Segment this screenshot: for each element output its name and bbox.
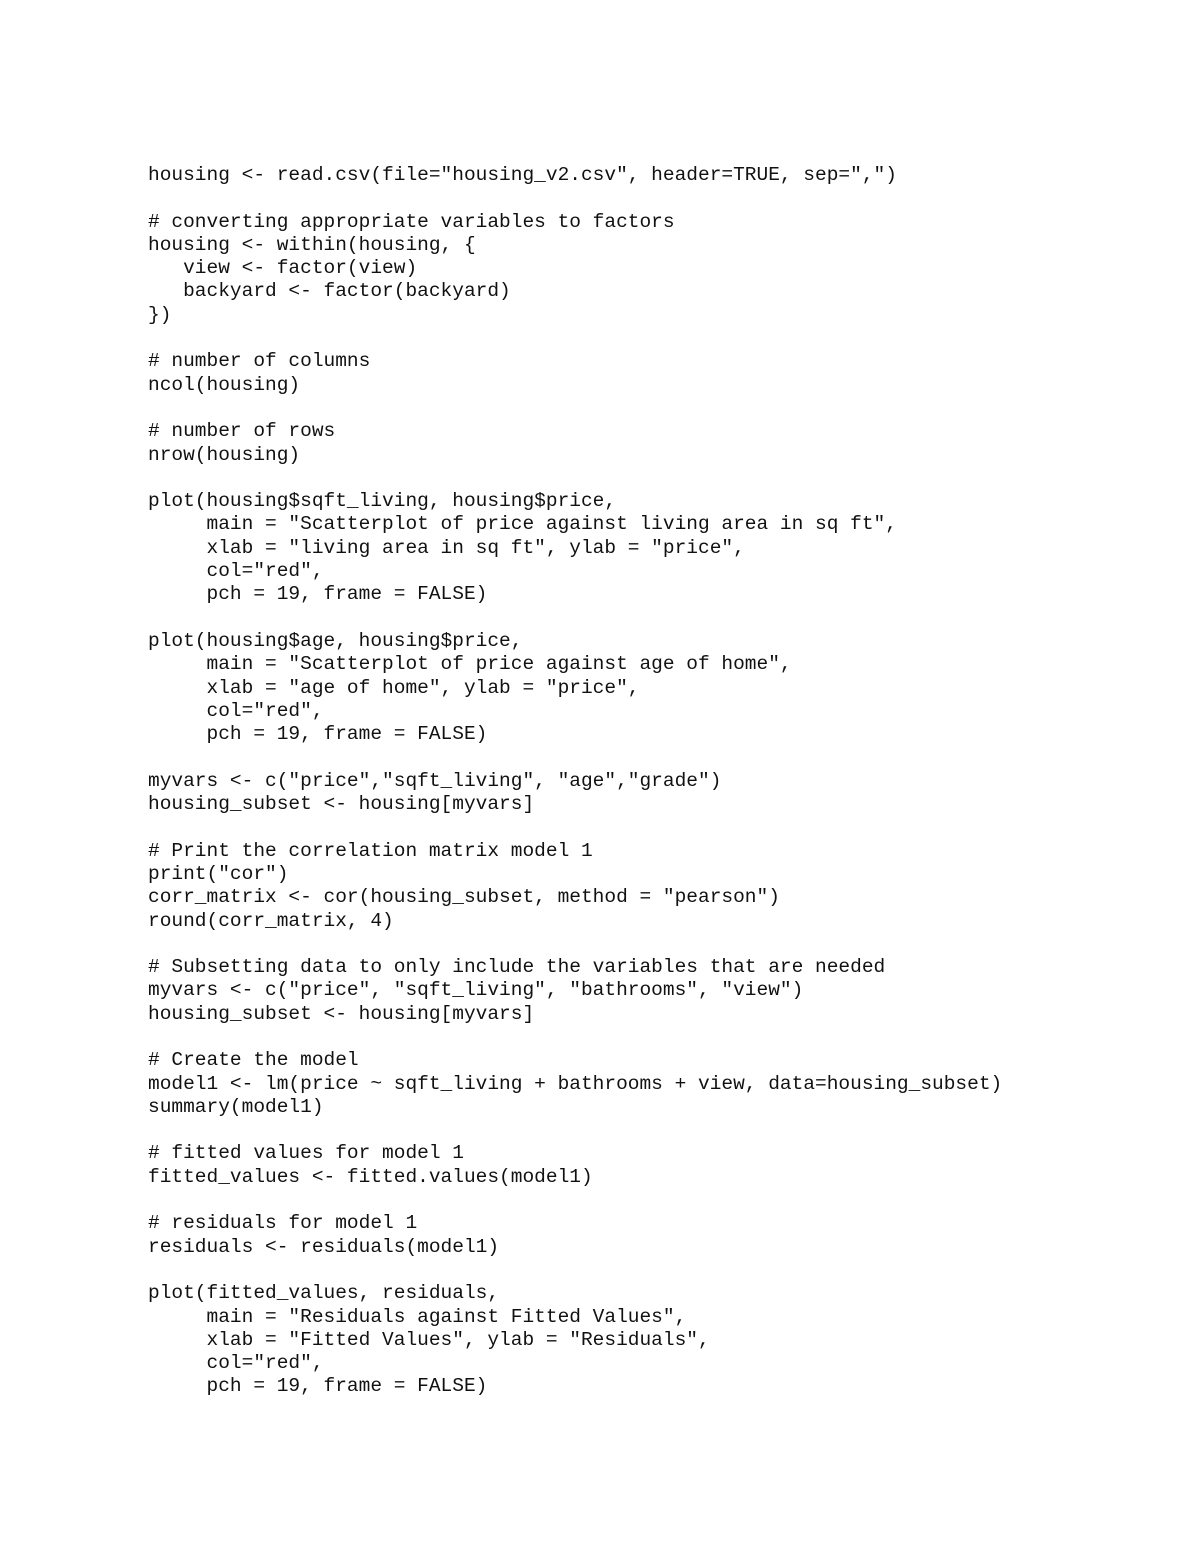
blank-line <box>148 1259 1002 1282</box>
code-line: # converting appropriate variables to factors <box>148 210 675 233</box>
code-line: col="red", <box>148 560 324 583</box>
code-line: residuals <- residuals(model1) <box>148 1235 500 1258</box>
code-line: pch = 19, frame = FALSE) <box>148 583 488 606</box>
code-line: myvars <- c("price", "sqft_living", "bathrooms", "view") <box>148 979 804 1002</box>
code-line: # residuals for model 1 <box>148 1212 418 1235</box>
r-code-block <box>148 164 1002 1399</box>
code-line: model1 <- lm(price ~ sqft_living + bathrooms + view, data=housing_subset) <box>148 1072 1003 1095</box>
blank-line <box>148 816 1002 839</box>
code-line: main = "Residuals against Fitted Values", <box>148 1305 687 1328</box>
code-line: }) <box>148 303 172 326</box>
code-line: housing_subset <- housing[myvars] <box>148 1002 535 1025</box>
code-line: housing <- read.csv(file="housing_v2.csv", header=TRUE, sep=",") <box>148 164 897 186</box>
code-line: # number of rows <box>148 420 336 443</box>
blank-line <box>148 1189 1002 1212</box>
code-line: plot(housing$age, housing$price, <box>148 629 523 652</box>
code-line: col="red", <box>148 699 324 722</box>
blank-line <box>148 327 1002 350</box>
code-line: xlab = "Fitted Values", ylab = "Residuals", <box>148 1328 710 1351</box>
blank-line <box>148 1026 1002 1049</box>
code-line: plot(housing$sqft_living, housing$price, <box>148 490 617 513</box>
code-line: housing <- within(housing, { <box>148 233 476 256</box>
code-line: fitted_values <- fitted.values(model1) <box>148 1165 593 1188</box>
code-line: xlab = "age of home", ylab = "price", <box>148 676 640 699</box>
blank-line <box>148 607 1002 630</box>
code-line: col="red", <box>148 1352 324 1375</box>
blank-line <box>148 746 1002 769</box>
code-line: plot(fitted_values, residuals, <box>148 1282 500 1305</box>
code-line: myvars <- c("price","sqft_living", "age","grade") <box>148 769 722 792</box>
code-line: summary(model1) <box>148 1095 324 1118</box>
code-line: ncol(housing) <box>148 373 301 396</box>
blank-line <box>148 467 1002 490</box>
code-line: main = "Scatterplot of price against age of home", <box>148 653 792 676</box>
code-line: pch = 19, frame = FALSE) <box>148 1375 488 1398</box>
code-line: corr_matrix <- cor(housing_subset, method = "pearson") <box>148 886 780 909</box>
code-line: # number of columns <box>148 350 371 373</box>
code-line: # Subsetting data to only include the variables that are needed <box>148 956 886 979</box>
code-line: # Create the model <box>148 1049 359 1072</box>
code-line: nrow(housing) <box>148 443 301 466</box>
blank-line <box>148 397 1002 420</box>
code-line: housing_subset <- housing[myvars] <box>148 793 535 816</box>
blank-line <box>148 1119 1002 1142</box>
code-line: main = "Scatterplot of price against living area in sq ft", <box>148 513 897 536</box>
code-line: round(corr_matrix, 4) <box>148 909 394 932</box>
code-line: # fitted values for model 1 <box>148 1142 464 1165</box>
code-line: # Print the correlation matrix model 1 <box>148 839 593 862</box>
code-line: print("cor") <box>148 862 289 885</box>
code-line: xlab = "living area in sq ft", ylab = "price", <box>148 536 745 559</box>
code-line: backyard <- factor(backyard) <box>148 280 511 303</box>
blank-line <box>148 187 1002 210</box>
code-line: view <- factor(view) <box>148 257 418 280</box>
code-line: pch = 19, frame = FALSE) <box>148 723 488 746</box>
blank-line <box>148 933 1002 956</box>
